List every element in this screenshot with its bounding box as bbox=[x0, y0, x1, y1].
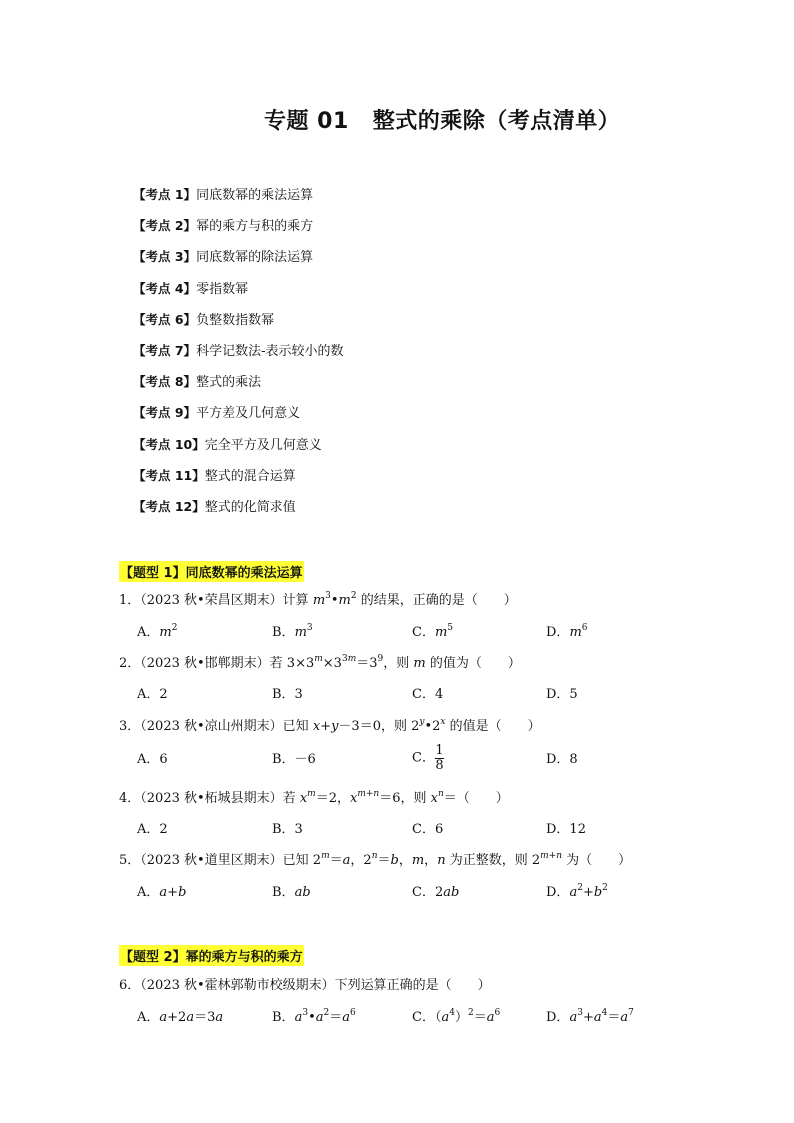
option-d: D．12 bbox=[546, 822, 586, 837]
option-c: C．2ab bbox=[412, 885, 460, 900]
option-c: C．4 bbox=[412, 687, 444, 702]
toc-item: 【考点 7】科学记数法-表示较小的数 bbox=[133, 342, 344, 359]
option-a: A．$m^2$ bbox=[137, 623, 178, 640]
question-4: 4．（2023 秋•柘城县期末）若 $x^m=2$，$x^{m+n}=6$，则 $x^n=$（ ） bbox=[119, 789, 509, 806]
page-title bbox=[264, 104, 620, 135]
question-2: 2．（2023 秋•邯郸期末）若 $3\times 3^m\times 3^{3m}=3^9$，则 m 的值为（ ） bbox=[119, 654, 521, 671]
title-main: 整式的乘除（考点清单） bbox=[372, 109, 621, 134]
toc-item: 【考点 8】整式的乘法 bbox=[133, 374, 262, 391]
option-d: D．$a^2+b^2$ bbox=[546, 883, 608, 900]
option-a: A．2 bbox=[137, 687, 168, 702]
topic-list bbox=[133, 185, 343, 528]
option-b: B．$m^3$ bbox=[272, 623, 313, 640]
toc-item: 【考点 4】零指数幂 bbox=[133, 280, 249, 297]
toc-item: 【考点 3】同底数幂的除法运算 bbox=[133, 249, 314, 266]
option-d: D．8 bbox=[546, 752, 578, 767]
question-3: 3．（2023 秋•凉山州期末）已知 x+y－3＝0，则 2$^y$•2$^x$ 的值是（ ） bbox=[119, 717, 541, 734]
option-a: A．a+b bbox=[137, 885, 187, 900]
section-heading-2: 【题型 2】幂的乘方与积的乘方 bbox=[119, 945, 304, 966]
option-b: B．ab bbox=[272, 885, 311, 900]
toc-item: 【考点 11】整式的混合运算 bbox=[133, 467, 296, 484]
section-heading-1: 【题型 1】同底数幂的乘法运算 bbox=[119, 561, 304, 582]
toc-item: 【考点 6】负整数指数幂 bbox=[133, 311, 275, 328]
question-1: 1．（2023 秋•荣昌区期末）计算 $m^3•m^2$ 的结果，正确的是（ ） bbox=[119, 591, 517, 608]
option-a: A．2 bbox=[137, 822, 168, 837]
toc-item: 【考点 9】平方差及几何意义 bbox=[133, 405, 301, 422]
option-c: C． $\frac{1}{8}$ bbox=[412, 743, 444, 773]
option-a: A．a+2a＝3a bbox=[137, 1010, 224, 1025]
option-b: B．－6 bbox=[272, 752, 316, 767]
option-d: D．$m^6$ bbox=[546, 623, 588, 640]
option-c: C．$(a^4)^2=a^6$ bbox=[412, 1008, 501, 1025]
toc-item: 【考点 12】整式的化简求值 bbox=[133, 498, 296, 515]
question-6: 6．（2023 秋•霍林郭勒市校级期末）下列运算正确的是（ ） bbox=[119, 978, 491, 993]
option-c: C．$m^5$ bbox=[412, 623, 454, 640]
option-b: B．$a^3•a^2=a^6$ bbox=[272, 1008, 356, 1025]
fraction: $\frac{1}{8}$ bbox=[435, 743, 444, 773]
title-prefix: 专题 01 bbox=[264, 109, 349, 134]
option-b: B．3 bbox=[272, 687, 303, 702]
option-b: B．3 bbox=[272, 822, 303, 837]
option-d: D．5 bbox=[546, 687, 578, 702]
question-5: 5．（2023 秋•道里区期末）已知 $2^m=a$，$2^n=b$，m，n 为正整数，则 $2^{m+n}$ 为（ ） bbox=[119, 851, 632, 868]
toc-item: 【考点 2】幂的乘方与积的乘方 bbox=[133, 218, 314, 235]
toc-item: 【考点 1】同底数幂的乘法运算 bbox=[133, 187, 314, 203]
option-c: C．6 bbox=[412, 822, 444, 837]
option-d: D．$a^3+a^4=a^7$ bbox=[546, 1008, 634, 1025]
toc-item: 【考点 10】完全平方及几何意义 bbox=[133, 436, 322, 453]
option-a: A．6 bbox=[137, 752, 168, 767]
